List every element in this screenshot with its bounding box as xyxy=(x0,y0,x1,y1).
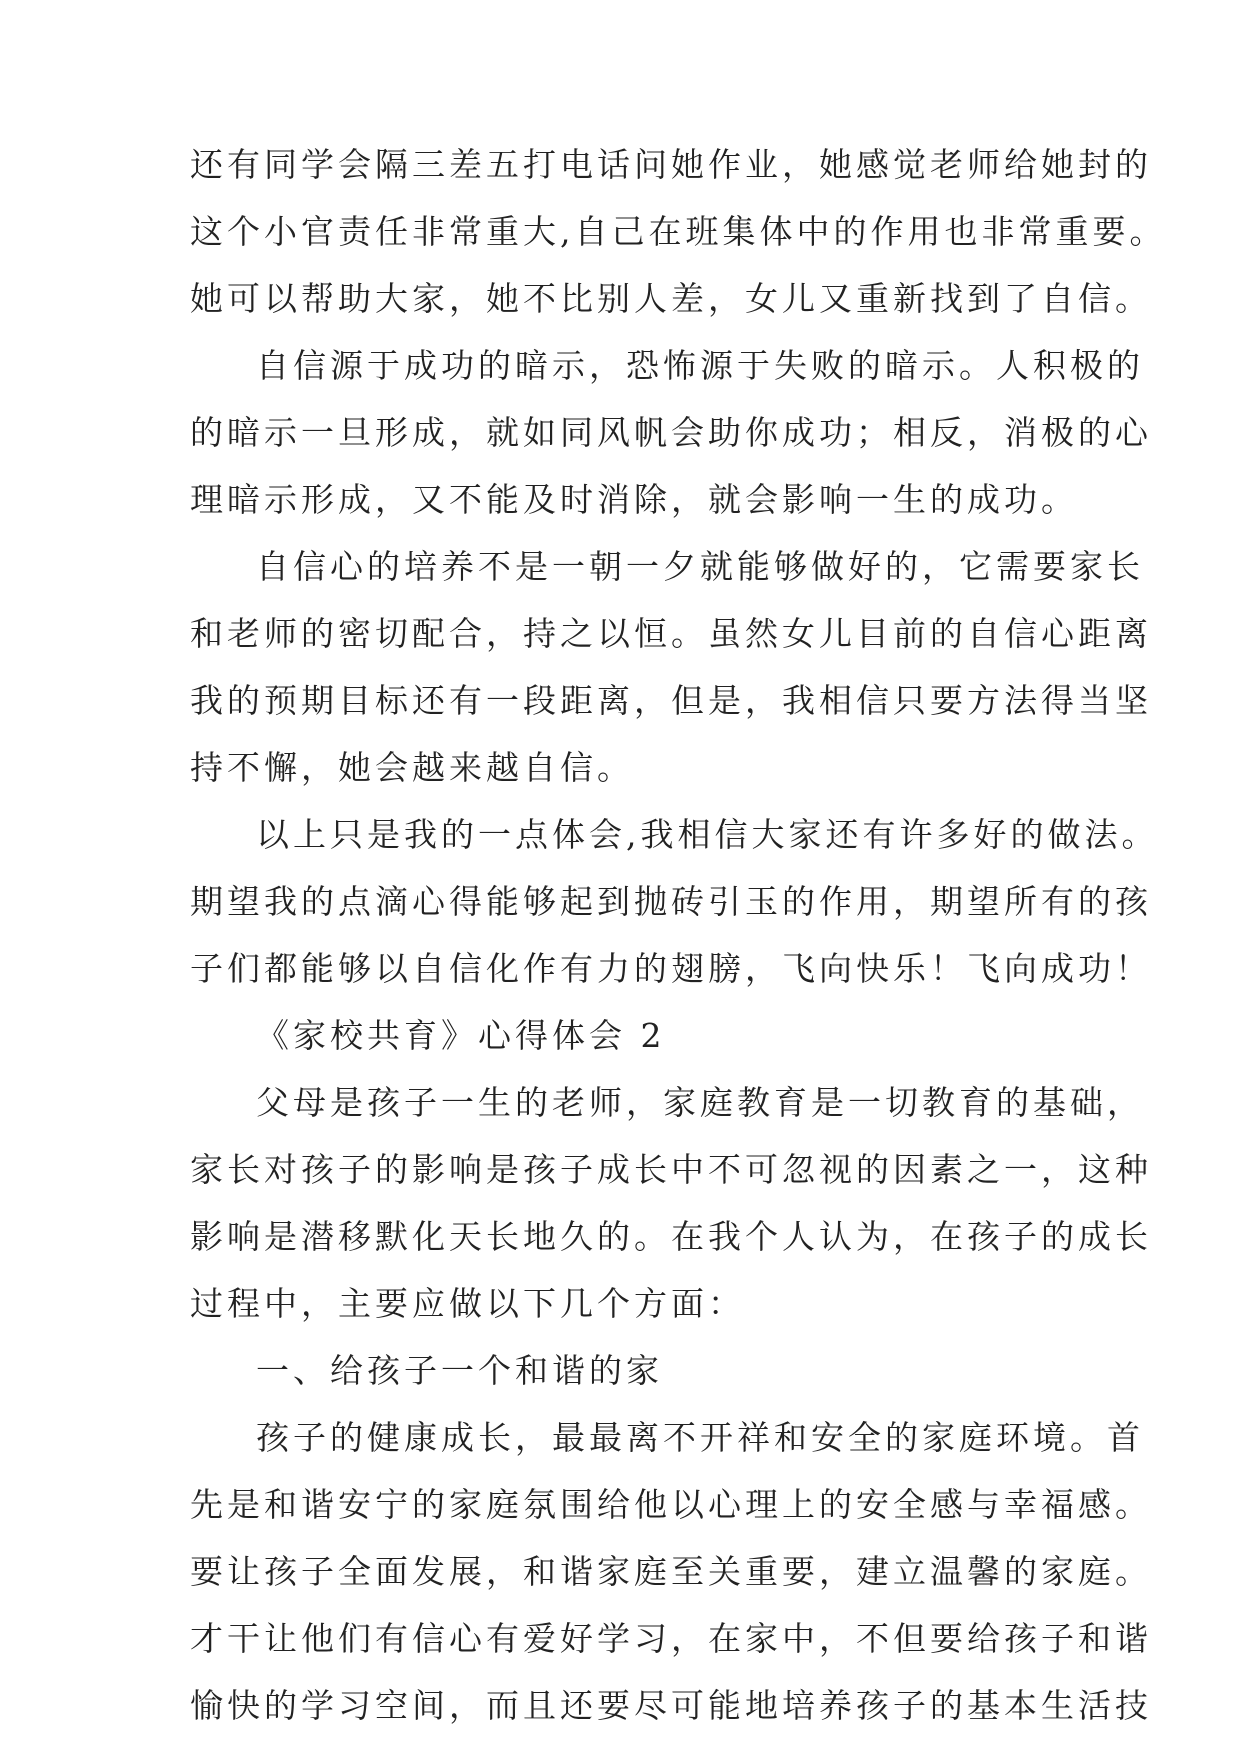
paragraph-first-line: 自信心的培养不是一朝一夕就能够做好的，它需要家长 xyxy=(256,547,1144,586)
text-line: 我的预期目标还有一段距离，但是，我相信只要方法得当坚 xyxy=(190,681,1152,720)
text-line: 理暗示形成，又不能及时消除，就会影响一生的成功。 xyxy=(190,480,1078,519)
text-line: 家长对孩子的影响是孩子成长中不可忽视的因素之一，这种 xyxy=(190,1150,1152,1189)
subsection-heading: 一、给孩子一个和谐的家 xyxy=(256,1351,663,1390)
text-line: 愉快的学习空间，而且还要尽可能地培养孩子的基本生活技 xyxy=(190,1686,1152,1725)
text-line: 影响是潜移默化天长地久的。在我个人认为，在孩子的成长 xyxy=(190,1217,1152,1256)
text-line: 过程中，主要应做以下几个方面： xyxy=(190,1284,745,1323)
text-line: 要让孩子全面发展，和谐家庭至关重要，建立温馨的家庭。 xyxy=(190,1552,1152,1591)
text-line: 还有同学会隔三差五打电话问她作业，她感觉老师给她封的 xyxy=(190,145,1152,184)
text-line: 和老师的密切配合，持之以恒。虽然女儿目前的自信心距离 xyxy=(190,614,1152,653)
paragraph-first-line: 以上只是我的一点体会,我相信大家还有许多好的做法。 xyxy=(256,815,1159,854)
text-line: 的暗示一旦形成，就如同风帆会助你成功；相反，消极的心 xyxy=(190,413,1152,452)
text-line: 她可以帮助大家，她不比别人差，女儿又重新找到了自信。 xyxy=(190,279,1152,318)
text-line: 持不懈，她会越来越自信。 xyxy=(190,748,634,787)
section-heading: 《家校共育》心得体会 2 xyxy=(256,1016,666,1055)
paragraph-first-line: 孩子的健康成长，最最离不开祥和安全的家庭环境。首 xyxy=(256,1418,1144,1457)
text-line: 期望我的点滴心得能够起到抛砖引玉的作用，期望所有的孩 xyxy=(190,882,1152,921)
text-line: 子们都能够以自信化作有力的翅膀，飞向快乐！飞向成功！ xyxy=(190,949,1152,988)
text-line: 才干让他们有信心有爱好学习，在家中，不但要给孩子和谐 xyxy=(190,1619,1152,1658)
paragraph-first-line: 自信源于成功的暗示，恐怖源于失败的暗示。人积极的 xyxy=(256,346,1144,385)
text-line: 先是和谐安宁的家庭氛围给他以心理上的安全感与幸福感。 xyxy=(190,1485,1152,1524)
text-line: 这个小官责任非常重大,自己在班集体中的作用也非常重要。 xyxy=(190,212,1167,251)
paragraph-first-line: 父母是孩子一生的老师，家庭教育是一切教育的基础， xyxy=(256,1083,1144,1122)
